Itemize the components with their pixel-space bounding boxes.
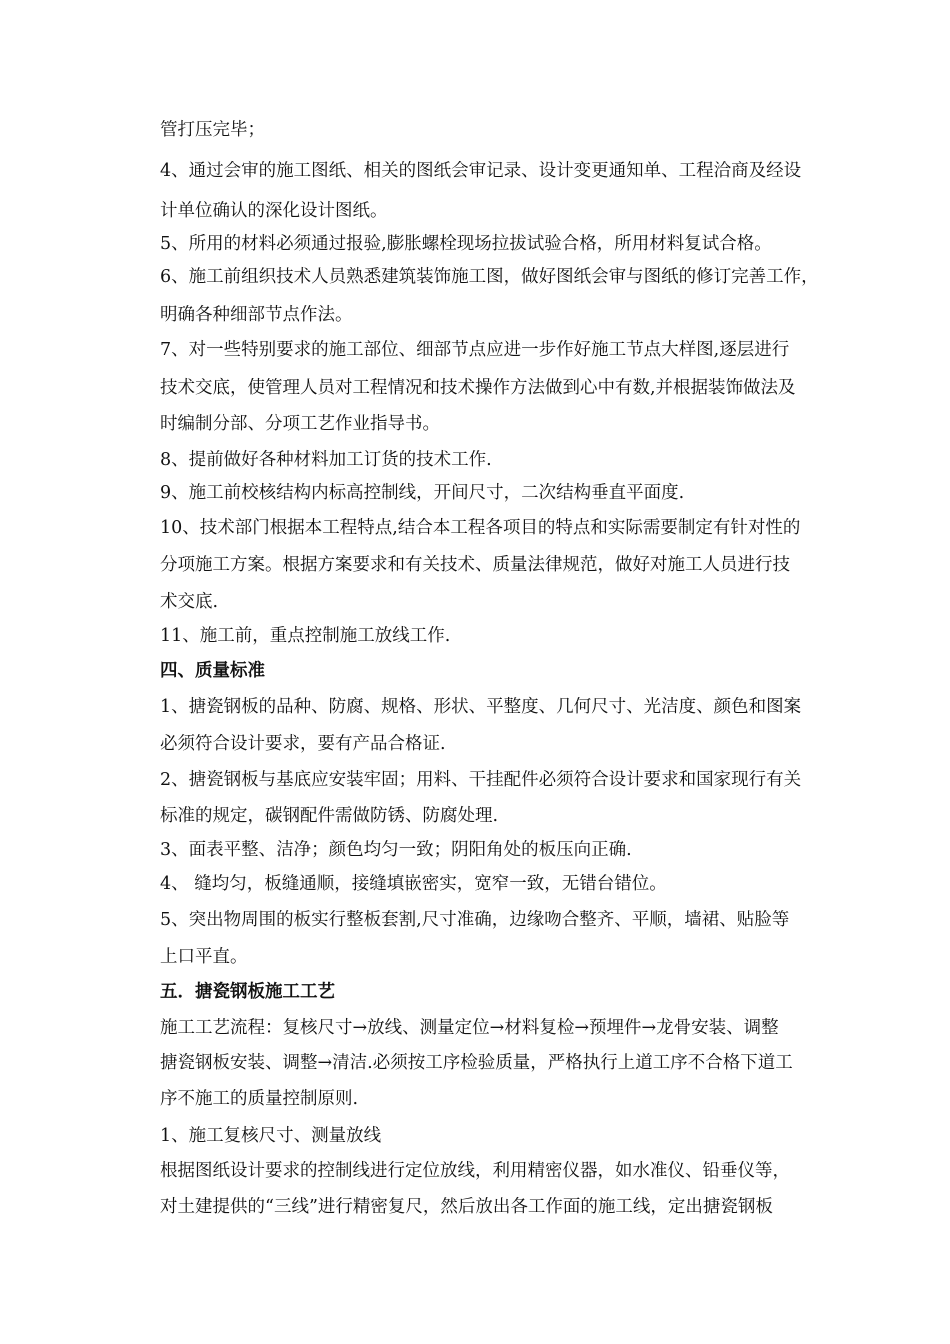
text-line: 1、搪瓷钢板的品种、防腐、规格、形状、平整度、几何尺寸、光洁度、颜色和图案 (160, 697, 802, 717)
text-line: 5、突出物周围的板实行整板套割,尺寸准确，边缘吻合整齐、平顺，墙裙、贴脸等 (160, 910, 790, 930)
text-line: 11、施工前，重点控制施工放线工作. (160, 626, 451, 646)
text-line: 分项施工方案。根据方案要求和有关技术、质量法律规范，做好对施工人员进行技 (160, 555, 790, 575)
text-line: 4、通过会审的施工图纸、相关的图纸会审记录、设计变更通知单、工程洽商及经设 (160, 161, 802, 181)
text-line: 术交底. (160, 592, 219, 612)
text-line: 2、搪瓷钢板与基底应安装牢固；用料、干挂配件必须符合设计要求和国家现行有关 (160, 770, 802, 790)
text-line: 管打压完毕； (160, 120, 265, 140)
text-line: 7、对一些特别要求的施工部位、细部节点应进一步作好施工节点大样图,逐层进行 (160, 340, 790, 360)
text-line: 序不施工的质量控制原则. (160, 1089, 359, 1109)
text-line: 3、面表平整、洁净；颜色均匀一致；阴阳角处的板压向正确. (160, 840, 632, 860)
section-heading: 四、质量标准 (160, 661, 265, 681)
text-line: 9、施工前校核结构内标高控制线，开间尺寸，二次结构垂直平面度. (160, 483, 685, 503)
text-line: 标准的规定，碳钢配件需做防锈、防腐处理. (160, 806, 499, 826)
text-line: 必须符合设计要求，要有产品合格证. (160, 734, 446, 754)
text-line: 时编制分部、分项工艺作业指导书。 (160, 414, 440, 434)
text-line: 10、技术部门根据本工程特点,结合本工程各项目的特点和实际需要制定有针对性的 (160, 518, 801, 538)
text-line: 计单位确认的深化设计图纸。 (160, 201, 388, 221)
text-line: 根据图纸设计要求的控制线进行定位放线，利用精密仪器，如水准仪、铅垂仪等， (160, 1161, 790, 1181)
text-line: 施工工艺流程：复核尺寸→放线、测量定位→材料复检→预埋件→龙骨安装、调整 (160, 1018, 779, 1038)
text-line: 1、施工复核尺寸、测量放线 (160, 1126, 382, 1146)
text-line: 4、 缝均匀，板缝通顺，接缝填嵌密实，宽窄一致，无错台错位。 (160, 874, 667, 894)
text-line: 6、施工前组织技术人员熟悉建筑装饰施工图，做好图纸会审与图纸的修订完善工作， (160, 267, 819, 287)
text-line: 搪瓷钢板安装、调整→清洁.必须按工序检验质量，严格执行上道工序不合格下道工 (160, 1053, 793, 1073)
text-line: 明确各种细部节点作法。 (160, 305, 353, 325)
text-line: 5、所用的材料必须通过报验,膨胀螺栓现场拉拔试验合格，所用材料复试合格。 (160, 234, 772, 254)
text-line: 上口平直。 (160, 947, 248, 967)
text-line: 对土建提供的“三线”进行精密复尺，然后放出各工作面的施工线，定出搪瓷钢板 (160, 1197, 773, 1217)
text-line: 8、提前做好各种材料加工订货的技术工作. (160, 450, 492, 470)
text-line: 技术交底，使管理人员对工程情况和技术操作方法做到心中有数,并根据装饰做法及 (160, 378, 796, 398)
section-heading: 五．搪瓷钢板施工工艺 (160, 982, 335, 1002)
